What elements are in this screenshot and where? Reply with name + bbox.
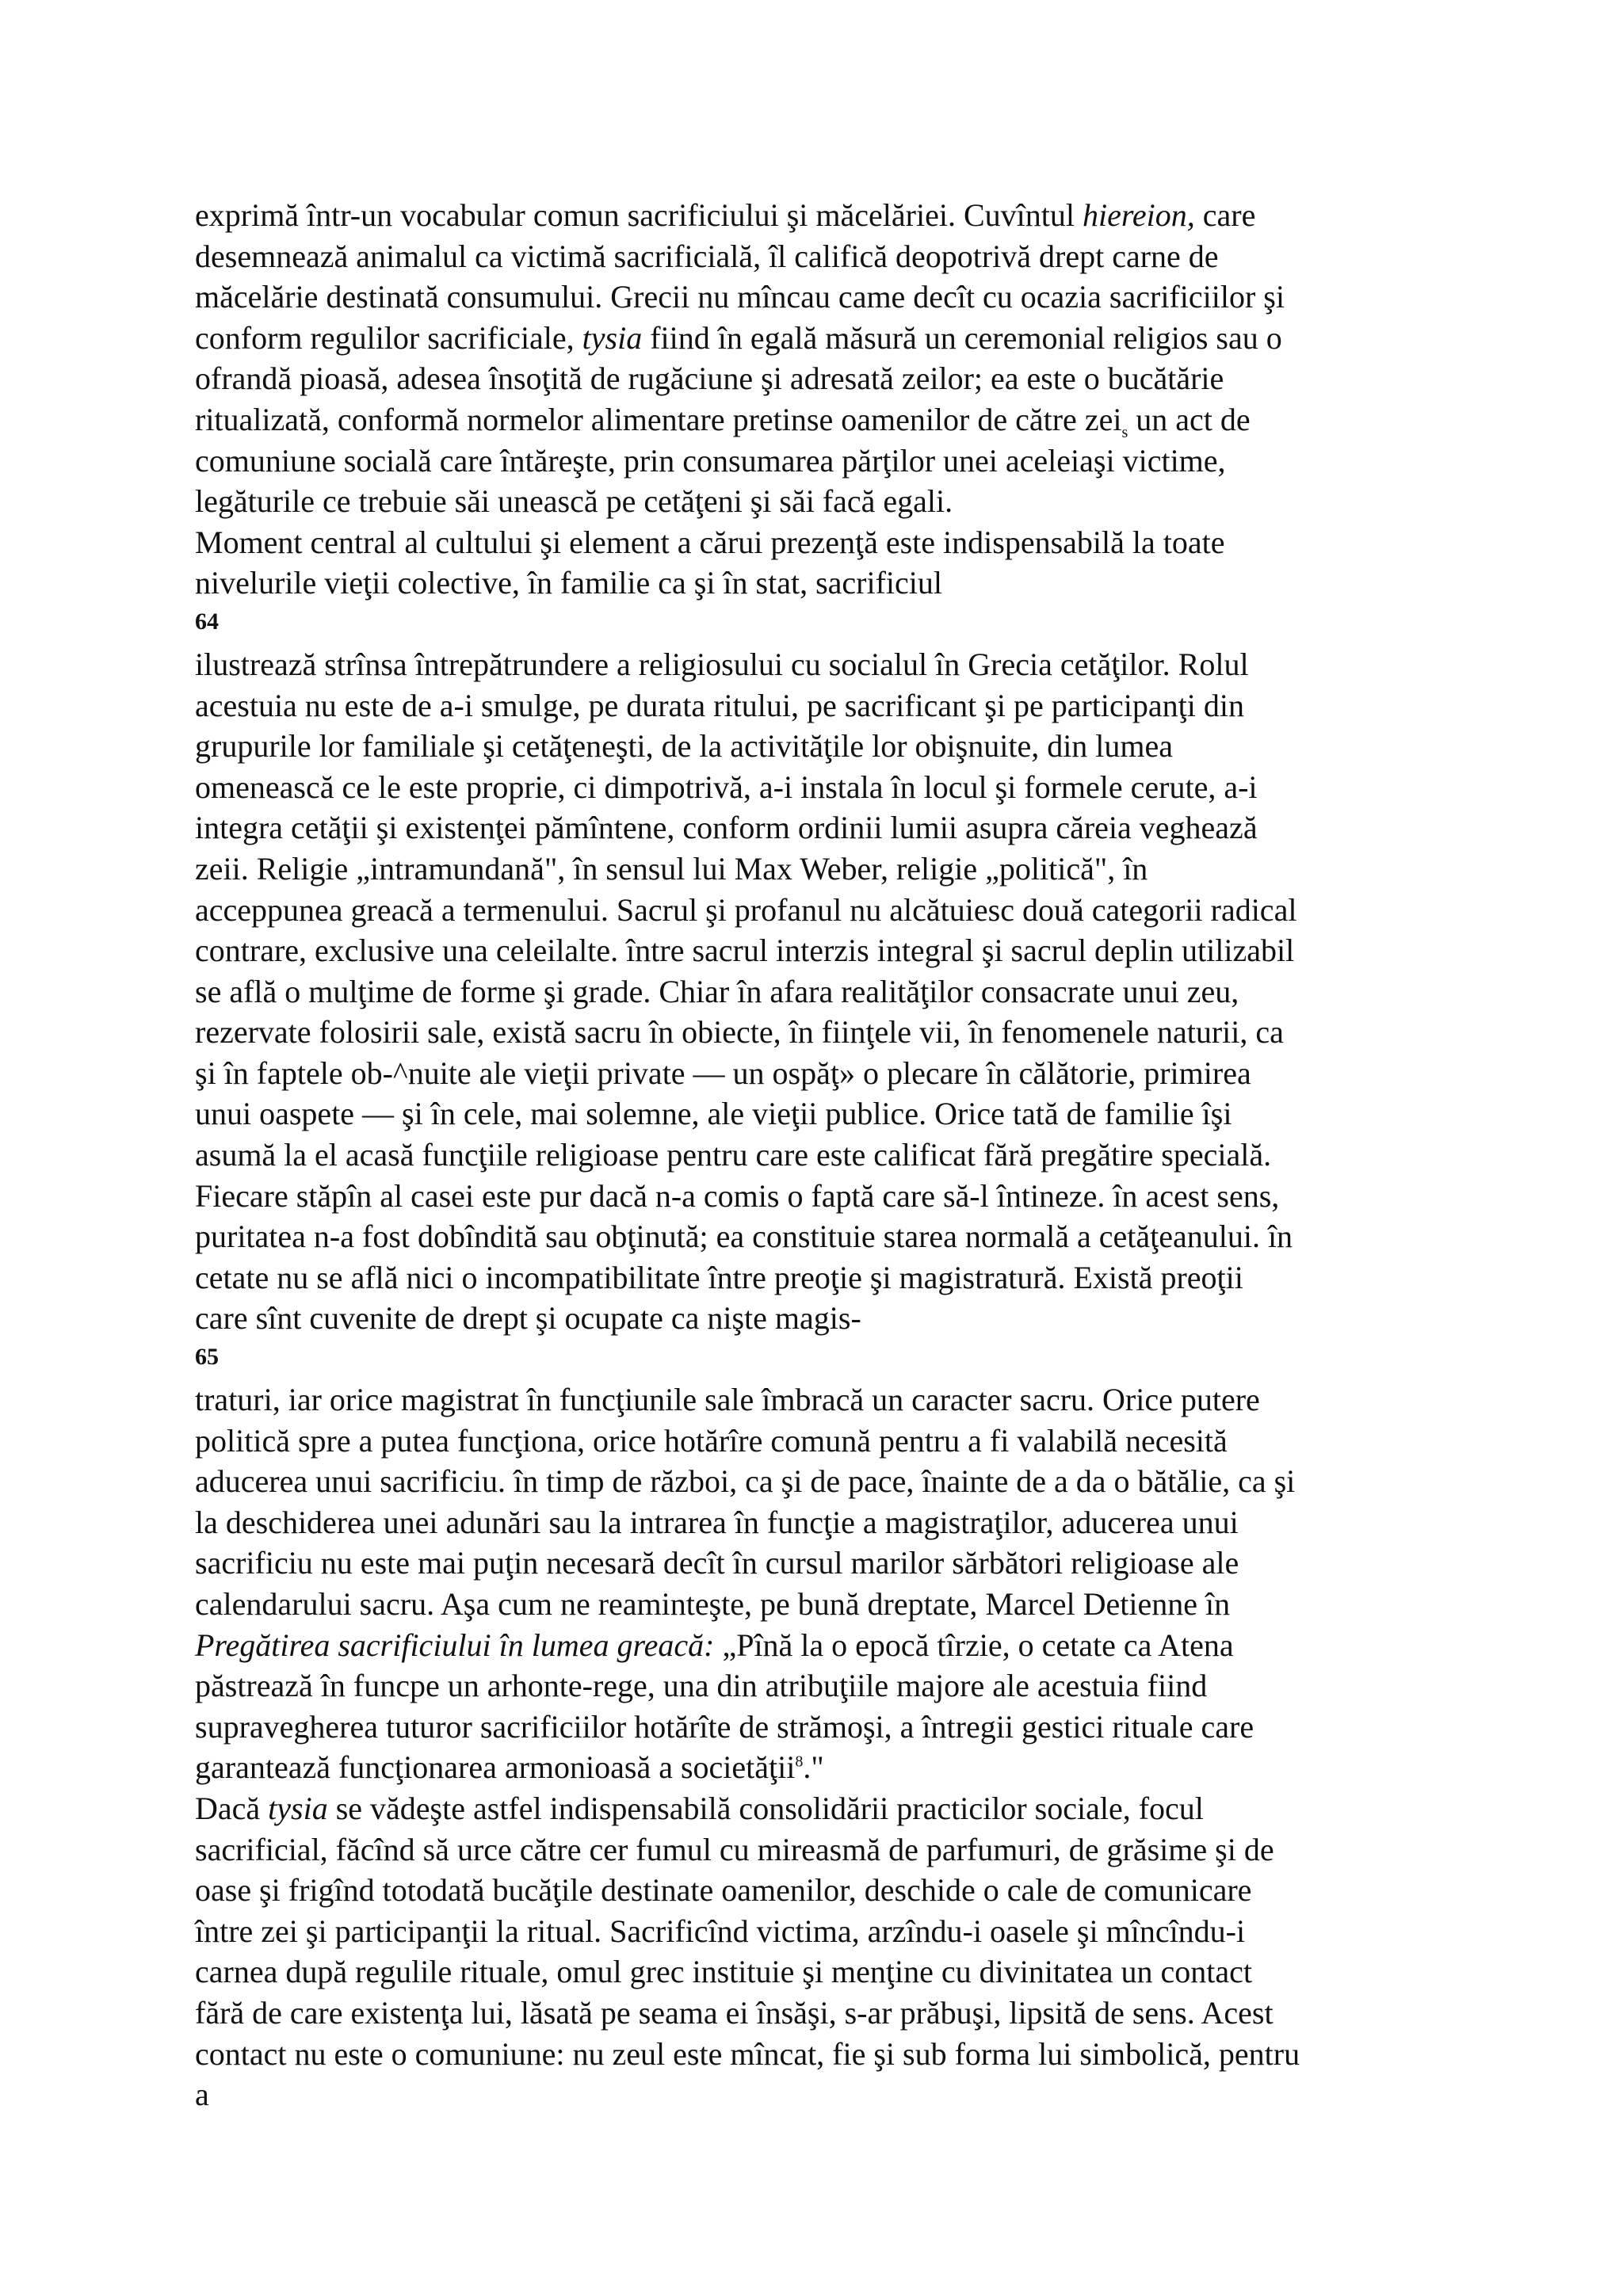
text-span: garantează funcţionarea armonioasă a societăţii xyxy=(195,1749,796,1786)
subscript-mark: s xyxy=(1121,423,1128,441)
text-line: omenească ce le este proprie, ci dimpotrivă, a-i instala în locul şi formele cerute, a-i xyxy=(195,769,1258,805)
text-line: aducerea unui sacrificiu. în timp de război, ca şi de pace, înainte de a da o bătălie, ca şi xyxy=(195,1463,1296,1500)
text-line: traturi, iar orice magistrat în funcţiunile sale îmbracă un caracter sacru. Orice putere xyxy=(195,1382,1260,1418)
text-line: legăturile ce trebuie săi unească pe cetăţeni şi săi facă egali. xyxy=(195,483,953,520)
page-number: 65 xyxy=(195,1344,219,1371)
footnote-reference: 8 xyxy=(795,1753,804,1772)
italic-term: tysia xyxy=(268,1790,328,1826)
text-span: care xyxy=(1194,197,1256,233)
text-line: oase şi frigînd totodată bucăţile destinate oamenilor, deschide o cale de comunicare xyxy=(195,1872,1252,1909)
text-line xyxy=(195,318,1447,359)
text-line: măcelărie destinată consumului. Grecii nu mîncau came decît cu ocazia sacrificiilor şi xyxy=(195,279,1285,315)
text-line: între zei şi participanţii la ritual. Sacrificînd victima, arzîndu-i oasele şi mîncîndu-i xyxy=(195,1913,1246,1949)
text-line xyxy=(195,1747,1447,1788)
text-line: care sînt cuvenite de drept şi ocupate ca nişte magis- xyxy=(195,1300,861,1337)
text-line: integra cetăţii şi existenţei pămîntene, conform ordinii lumii asupra căreia veghează xyxy=(195,810,1258,846)
text-line xyxy=(195,1788,1447,1829)
text-line: fără de care existenţa lui, lăsată pe seama ei însăşi, s-ar prăbuşi, lipsită de sens. Acest xyxy=(195,1994,1274,2031)
text-line: nivelurile vieţii colective, în familie ca şi în stat, sacrificiul xyxy=(195,565,943,601)
text-span: ." xyxy=(803,1749,824,1786)
text-line: păstrează în funcpe un arhonte-rege, una din atribuţiile majore ale acestuia fiind xyxy=(195,1668,1208,1704)
text-line: zeii. Religie „intramundană", în sensul lui Max Weber, religie „politică", în xyxy=(195,850,1148,887)
document-page xyxy=(195,195,1447,2115)
text-line: ilustrează strînsa întrepătrundere a religiosului cu socialul în Grecia cetăţilor. Rolul xyxy=(195,646,1249,682)
text-line: supravegherea tuturor sacrificiilor hotărîte de strămoşi, a întregii gestici rituale care xyxy=(195,1708,1254,1745)
text-line: acestuia nu este de a-i smulge, pe durata ritului, pe sacrificant şi pe participanţi din xyxy=(195,687,1244,723)
text-line: cetate nu se află nici o incompatibilitate între preoţie şi magistratură. Există preoţii xyxy=(195,1259,1243,1295)
text-line: politică spre a putea funcţiona, orice hotărîre comună pentru a fi valabilă necesită xyxy=(195,1422,1228,1459)
text-line xyxy=(195,1625,1447,1666)
text-line: asumă la el acasă funcţiile religioase pentru care este calificat fără pregătire specială. xyxy=(195,1137,1272,1173)
page-number: 64 xyxy=(195,608,219,635)
text-line: unui oaspete — şi în cele, mai solemne, ale vieţii publice. Orice tată de familie îşi xyxy=(195,1096,1232,1132)
text-line: Fiecare stăpîn al casei este pur dacă n-a comis o faptă care să-l întineze. în acest sens, xyxy=(195,1177,1280,1214)
text-span: fiind în egală măsură un ceremonial religios sau o xyxy=(642,319,1282,356)
text-line: ofrandă pioasă, adesea însoţită de rugăciune şi adresată zeilor; ea este o bucătărie xyxy=(195,360,1224,397)
text-line: sacrificiu nu este mai puţin necesară decît în cursul marilor sărbători religioase ale xyxy=(195,1545,1239,1581)
text-span: „Pînă la o epocă tîrzie, o cetate ca Atena xyxy=(714,1627,1234,1663)
text-line: şi în faptele ob-^nuite ale vieţii private — un ospăţ» o plecare în călătorie, primirea xyxy=(195,1055,1251,1091)
text-line: calendarului sacru. Aşa cum ne reaminteşte, pe bună dreptate, Marcel Detienne în xyxy=(195,1586,1231,1622)
text-line: la deschiderea unei adunări sau la intrarea în funcţie a magistraţilor, aducerea unui xyxy=(195,1504,1239,1540)
text-line: acceppunea greacă a termenului. Sacrul şi profanul nu alcătuiesc două categorii radical xyxy=(195,891,1297,928)
text-line: desemnează animalul ca victimă sacrificială, îl califică deopotrivă drept carne de xyxy=(195,238,1219,274)
text-line: contrare, exclusive una celeilalte. între sacrul interzis integral şi sacrul deplin utilizabil xyxy=(195,933,1295,969)
text-span: Dacă xyxy=(195,1790,269,1826)
italic-term: hiereion, xyxy=(1082,197,1195,233)
text-line: carnea după regulile rituale, omul grec instituie şi menţine cu divinitatea un contact xyxy=(195,1954,1252,1990)
text-line: sacrificial, făcînd să urce către cer fumul cu mireasmă de parfumuri, de grăsime şi de xyxy=(195,1831,1274,1867)
text-span: ritualizată, conformă normelor alimentare pretinse oamenilor de către zei xyxy=(195,401,1122,437)
text-span: conform regulilor sacrificiale, xyxy=(195,319,582,356)
text-line: comuniune socială care întăreşte, prin consumarea părţilor unei aceleiaşi victime, xyxy=(195,442,1226,479)
italic-term: tysia xyxy=(582,319,643,356)
text-line: contact nu este o comuniune: nu zeul este mîncat, fie şi sub forma lui simbolică, pentru xyxy=(195,2035,1300,2072)
text-line: puritatea n-a fost dobîndită sau obţinută; ea constituie starea normală a cetăţeanului. în xyxy=(195,1219,1293,1255)
text-line xyxy=(195,399,1447,441)
text-span: un act de xyxy=(1128,401,1251,437)
text-line: a xyxy=(195,2077,209,2113)
text-span: se vădeşte astfel indispensabilă consolidării practicilor sociale, focul xyxy=(327,1790,1204,1826)
text-line: Moment central al cultului şi element a cărui prezenţă este indispensabilă la toate xyxy=(195,524,1225,560)
text-line: rezervate folosirii sale, există sacru în obiecte, în fiinţele vii, în fenomenele naturii, ca xyxy=(195,1014,1284,1051)
book-title: Pregătirea sacrificiului în lumea greacă: xyxy=(195,1627,715,1663)
text-line xyxy=(195,195,1447,236)
text-span: exprimă într-un vocabular comun sacrificiului şi măcelăriei. Cuvîntul xyxy=(195,197,1083,233)
text-line: grupurile lor familiale şi cetăţeneşti, de la activităţile lor obişnuite, din lumea xyxy=(195,728,1174,765)
text-line: se află o mulţime de forme şi grade. Chiar în afara realităţilor consacrate unui zeu, xyxy=(195,973,1239,1009)
